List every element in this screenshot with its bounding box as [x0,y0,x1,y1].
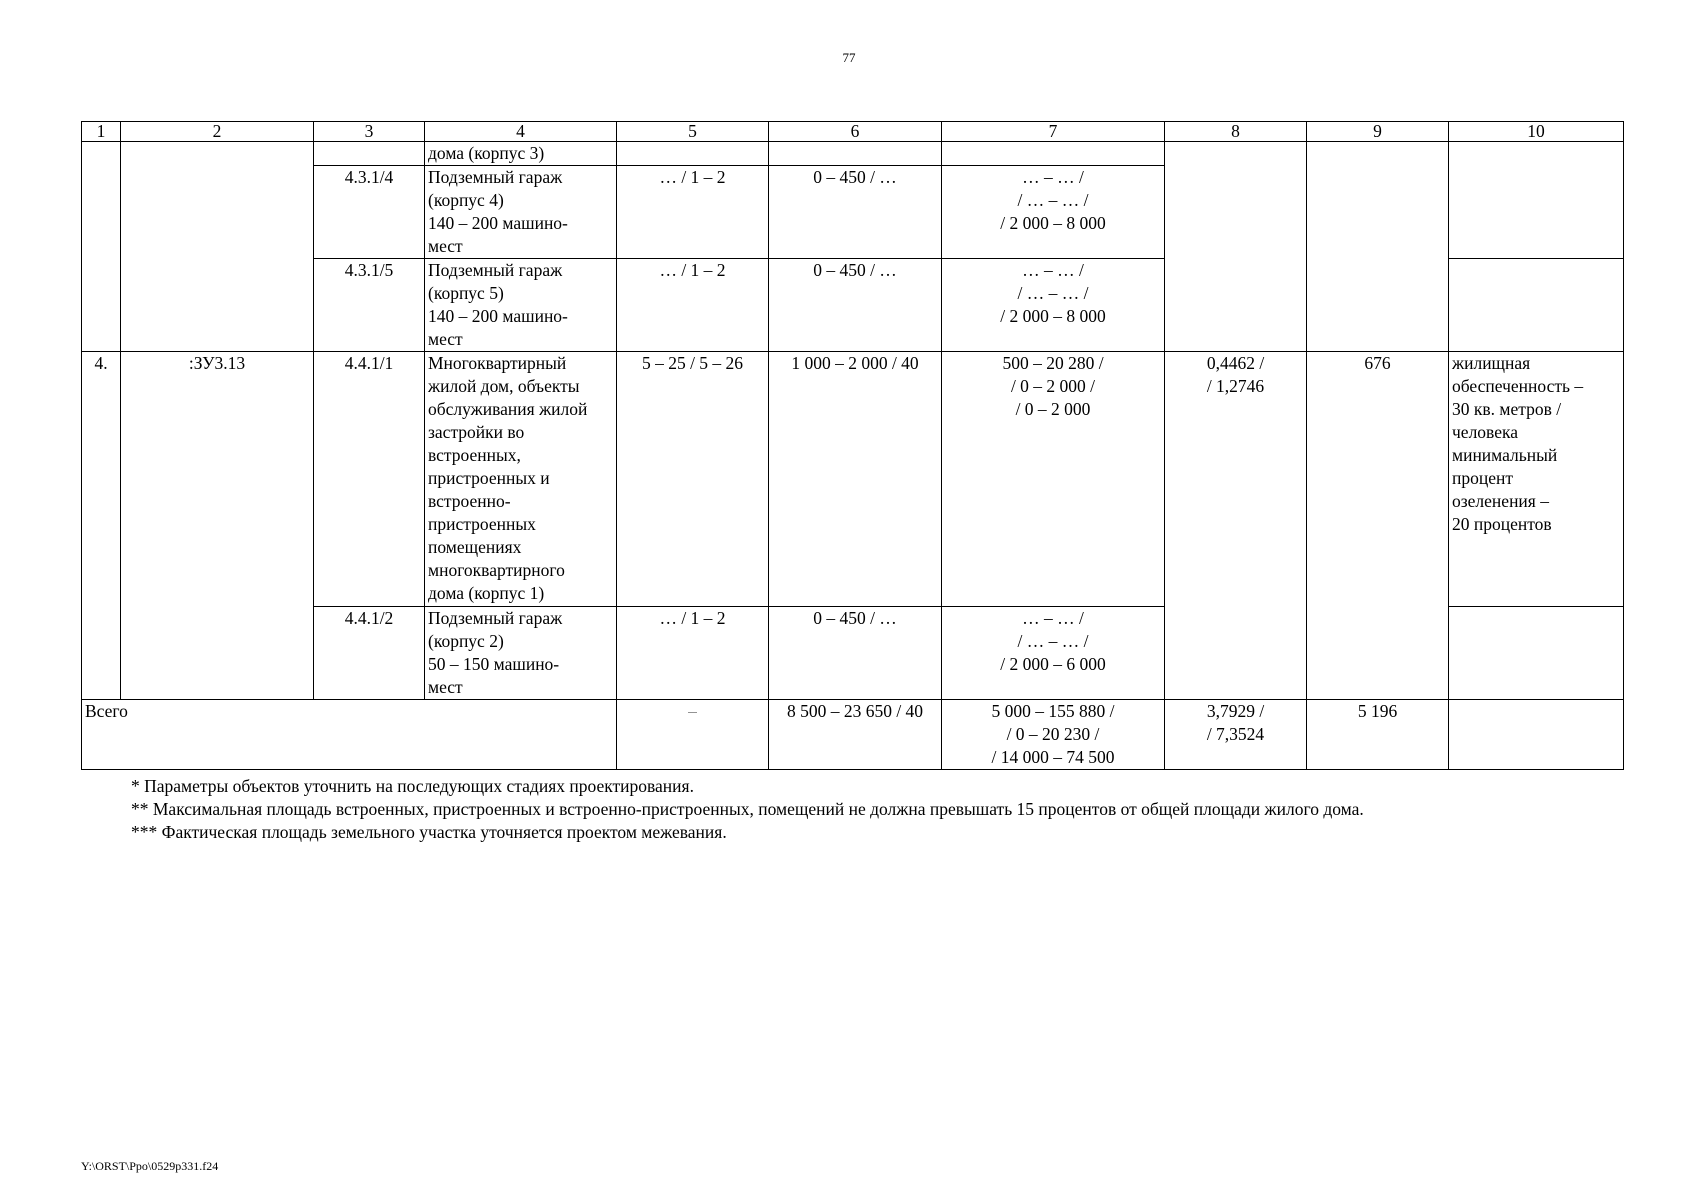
column-number-row [82,122,1624,142]
parameters-table [81,121,1624,770]
table-cell: 3,7929 / / 7,3524 [1165,700,1307,770]
footnotes [131,775,1364,844]
table-cell: 4. [82,352,121,700]
table-cell: 0 – 450 / … [769,259,942,352]
table-cell [1449,259,1624,352]
table-cell [617,142,769,166]
total-row [82,700,1624,770]
table-cell [942,142,1165,166]
table-cell: … / 1 – 2 [617,166,769,259]
table-cell [82,142,121,352]
table-cell: жилищная обеспеченность – 30 кв. метров / человека минимальный процент озеленения – 20 процентов [1449,352,1624,607]
footnote: ** Максимальная площадь встроенных, пристроенных и встроенно-пристроенных, помещений не должна превышать 15 процентов от общей площади жилого дома. [131,799,1364,819]
table-cell [769,142,942,166]
table-cell: … / 1 – 2 [617,259,769,352]
column-header: 3 [314,122,425,142]
table-cell: – [617,700,769,770]
table-cell: … / 1 – 2 [617,607,769,700]
table-cell [1449,142,1624,259]
column-header: 2 [121,122,314,142]
table-cell: 4.3.1/5 [314,259,425,352]
column-header: 10 [1449,122,1624,142]
table-cell [1307,142,1449,352]
total-label: Всего [82,700,617,770]
table-cell: Подземный гараж (корпус 4) 140 – 200 машино- мест [425,166,617,259]
table-cell: 8 500 – 23 650 / 40 [769,700,942,770]
file-path: Y:\ORST\Ppo\0529p331.f24 [81,1159,219,1173]
table-cell: :ЗУ3.13 [121,352,314,700]
footnote: *** Фактическая площадь земельного участка уточняется проектом межевания. [131,822,727,842]
table-cell: 4.4.1/2 [314,607,425,700]
table-cell: Подземный гараж (корпус 2) 50 – 150 машино- мест [425,607,617,700]
table-cell: 0 – 450 / … [769,166,942,259]
column-header: 4 [425,122,617,142]
table-cell: 500 – 20 280 / / 0 – 2 000 / / 0 – 2 000 [942,352,1165,607]
column-header: 9 [1307,122,1449,142]
column-header: 8 [1165,122,1307,142]
table-cell: … – … / / … – … / / 2 000 – 8 000 [942,166,1165,259]
table-cell [314,142,425,166]
table-cell: Подземный гараж (корпус 5) 140 – 200 машино- мест [425,259,617,352]
table-row [82,142,1624,166]
table-cell: 4.4.1/1 [314,352,425,607]
table-cell [1449,700,1624,770]
table-cell: 0,4462 / / 1,2746 [1165,352,1307,700]
table-cell [121,142,314,352]
table-row [82,352,1624,607]
table-cell: 0 – 450 / … [769,607,942,700]
table-cell: 5 – 25 / 5 – 26 [617,352,769,607]
table-cell: 4.3.1/4 [314,166,425,259]
table-cell: Многоквартирный жилой дом, объекты обслуживания жилой застройки во встроенных, пристроенных и встроенно- пристроенных помещениях многоквартирного дома (корпус 1) [425,352,617,607]
page-number: 77 [842,50,856,65]
table-cell: 5 000 – 155 880 / / 0 – 20 230 / / 14 000 – 74 500 [942,700,1165,770]
table-cell [1165,142,1307,352]
table-cell: 1 000 – 2 000 / 40 [769,352,942,607]
column-header: 7 [942,122,1165,142]
table-cell: … – … / / … – … / / 2 000 – 6 000 [942,607,1165,700]
column-header: 5 [617,122,769,142]
table-cell: … – … / / … – … / / 2 000 – 8 000 [942,259,1165,352]
table-cell: 5 196 [1307,700,1449,770]
table-cell: 676 [1307,352,1449,700]
table-cell: дома (корпус 3) [425,142,617,166]
column-header: 6 [769,122,942,142]
column-header: 1 [82,122,121,142]
footnote: * Параметры объектов уточнить на последующих стадиях проектирования. [131,776,694,796]
table-cell [1449,607,1624,700]
